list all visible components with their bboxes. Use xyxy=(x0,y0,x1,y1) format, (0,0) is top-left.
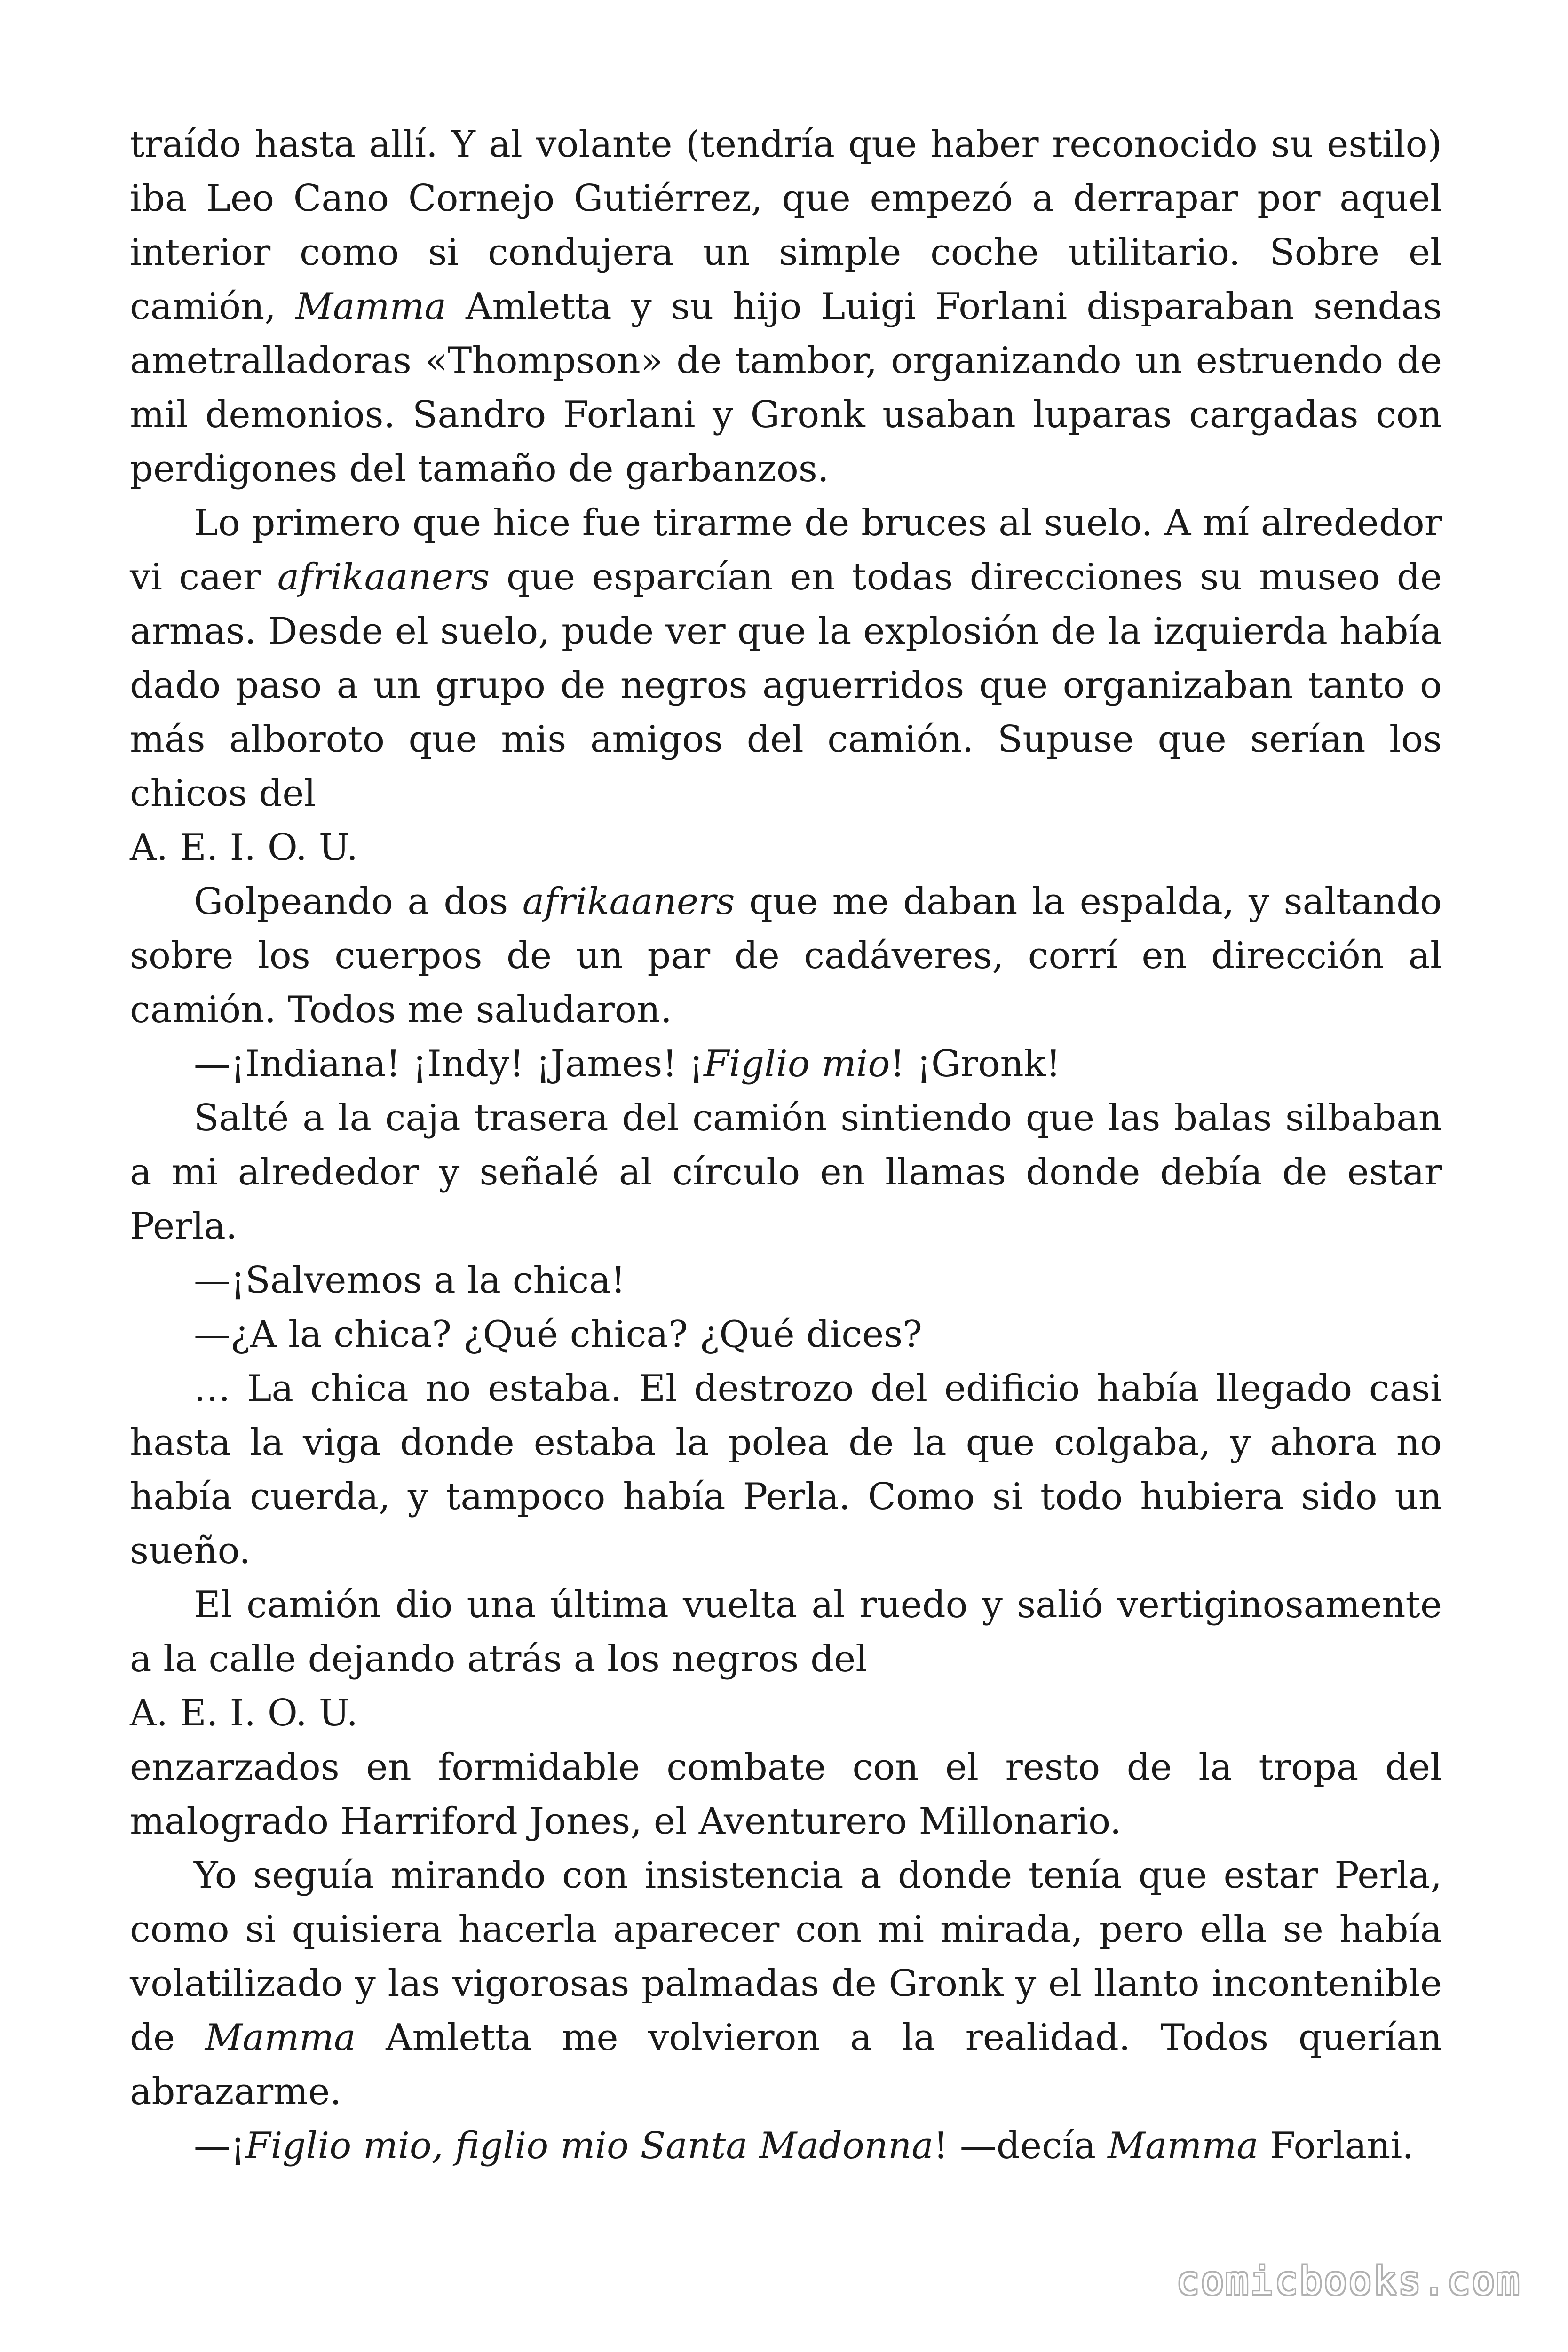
italic-segment: afrikaaners xyxy=(277,556,490,598)
paragraph-3 xyxy=(130,821,1442,875)
text-segment: Yo seguía mirando con insistencia a donde tenía que estar Perla, como si quisiera hacerla aparecer con mi mirada, pero ella se había volatilizado y las vigorosas palmadas de Gronk y el llanto incontenible de xyxy=(130,1854,1442,2059)
text-segment: ! —decía xyxy=(933,2125,1108,2167)
text-segment: ! ¡Gronk! xyxy=(890,1043,1061,1085)
paragraph-7 xyxy=(130,1254,1442,1308)
text-segment: —¿A la chica? ¿Qué chica? ¿Qué dices? xyxy=(194,1313,922,1356)
text-segment: enzarzados en formidable combate con el resto de la tropa del malogrado Harriford Jones, el Aventurero Millonario. xyxy=(130,1746,1442,1843)
text-segment: que esparcían en todas direcciones su museo de armas. Desde el suelo, pude ver que la explosión de la izquierda había dado paso a un grupo de negros aguerridos que organizaban tanto o más alboroto que mis amigos del camión. Supuse que serían los chicos del xyxy=(130,556,1442,815)
text-segment: —¡Salvemos a la chica! xyxy=(194,1259,626,1302)
italic-segment: Mamma xyxy=(295,286,446,328)
paragraph-8 xyxy=(130,1308,1442,1362)
text-segment: Amletta y su hijo Luigi Forlani disparaban sendas ametralladoras «Thompson» de tambor, organizando un estruendo de mil demonios. Sandro Forlani y Gronk usaban luparas cargadas con perdigones del tamaño de garbanzos. xyxy=(130,286,1442,490)
paragraph-2 xyxy=(130,496,1442,821)
text-segment: Forlani. xyxy=(1258,2125,1414,2167)
paragraph-1 xyxy=(130,118,1442,496)
text-segment: que me daban la espalda, y saltando sobre los cuerpos de un par de cadáveres, corrí en dirección al camión. Todos me saludaron. xyxy=(130,881,1442,1031)
paragraph-12 xyxy=(130,1740,1442,1849)
text-segment: A. E. I. O. U. xyxy=(130,826,358,869)
paragraph-10 xyxy=(130,1578,1442,1686)
italic-segment: Mamma xyxy=(1107,2125,1259,2167)
italic-segment: Mamma xyxy=(205,2017,356,2059)
text-segment: … La chica no estaba. El destrozo del edificio había llegado casi hasta la viga donde estaba la polea de la que colgaba, y ahora no había cuerda, y tampoco había Perla. Como si todo hubiera sido un sueño. xyxy=(130,1367,1442,1572)
paragraph-9 xyxy=(130,1362,1442,1578)
text-segment: Salté a la caja trasera del camión sintiendo que las balas silbaban a mi alrededor y señalé al círculo en llamas donde debía de estar Perla. xyxy=(130,1097,1442,1248)
paragraph-14 xyxy=(130,2119,1442,2173)
paragraph-4 xyxy=(130,875,1442,1037)
book-page-body xyxy=(130,118,1442,2173)
text-segment: traído hasta allí. Y al volante (tendría que haber reconocido su estilo) iba Leo Cano Cornejo Gutiérrez, que empezó a derrapar por aquel interior como si condujera un simple coche utilitario. Sobre el camión, xyxy=(130,123,1442,328)
paragraph-5 xyxy=(130,1037,1442,1091)
text-segment: A. E. I. O. U. xyxy=(130,1692,358,1734)
italic-segment: Figlio mio xyxy=(703,1043,890,1085)
watermark-logo: comicbooks.com xyxy=(1176,2259,1521,2304)
italic-segment: afrikaaners xyxy=(522,881,735,923)
paragraph-13 xyxy=(130,1849,1442,2119)
paragraph-11 xyxy=(130,1686,1442,1740)
text-segment: El camión dio una última vuelta al ruedo y salió vertiginosamente a la calle dejando atrás a los negros del xyxy=(130,1584,1442,1680)
paragraph-6 xyxy=(130,1091,1442,1254)
italic-segment: Figlio mio, figlio mio Santa Madonna xyxy=(245,2125,934,2167)
text-segment: Lo primero que hice fue tirarme de bruces al suelo. A mí alrededor vi caer xyxy=(130,502,1442,598)
text-segment: Golpeando a dos xyxy=(194,881,523,923)
text-segment: Amletta me volvieron a la realidad. Todos querían abrazarme. xyxy=(130,2017,1442,2113)
text-segment: —¡Indiana! ¡Indy! ¡James! ¡ xyxy=(194,1043,704,1085)
text-segment: —¡ xyxy=(194,2125,245,2167)
